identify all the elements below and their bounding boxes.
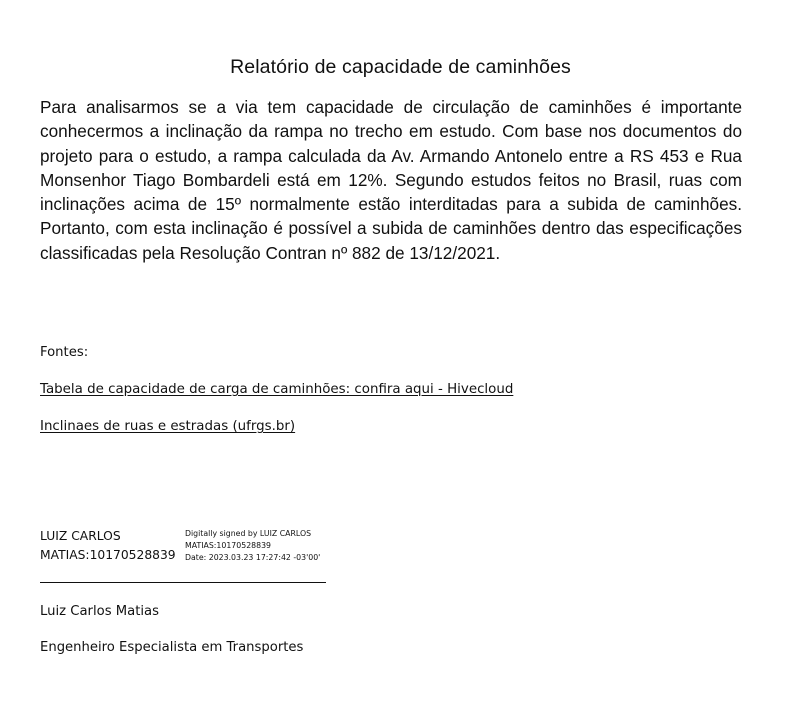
source-link-hivecloud[interactable]: Tabela de capacidade de carga de caminhões: confira aqui - Hivecloud [40, 382, 514, 397]
signature-detail-line-2: MATIAS:10170528839 [185, 540, 271, 550]
signature-name-line-1: LUIZ CARLOS [40, 529, 121, 543]
digital-signature-name [40, 527, 176, 564]
sources-label: Fontes: [40, 345, 89, 360]
signer-role: Engenheiro Especialista em Transportes [40, 640, 304, 655]
signature-name-line-2: MATIAS:10170528839 [40, 547, 176, 562]
report-body: Para analisarmos se a via tem capacidade de circulação de caminhões é importante conhecermos a inclinação da rampa no trecho em estudo. Com base nos documentos do projeto para o estudo, a rampa calculada da Av. Armando Antonelo entre a RS 453 e Rua Monsenhor Tiago Bombardeli está em 12%. Segundo estudos feitos no Brasil, ruas com inclinações acima de 15º normalmente estão interditadas para a subida de caminhões. Portanto, com esta inclinação é possível a subida de caminhões dentro das especificações classificadas pela Resolução Contran nº 882 de 13/12/2021. [40, 97, 742, 263]
report-title: Relatório de capacidade de caminhões [230, 56, 571, 78]
digital-signature-details [185, 528, 320, 563]
signature-detail-line-1: Digitally signed by LUIZ CARLOS [185, 529, 312, 538]
signer-name: Luiz Carlos Matias [40, 604, 160, 619]
signature-line [40, 582, 326, 583]
source-link-ufrgs[interactable]: Inclinaes de ruas e estradas (ufrgs.br) [40, 419, 296, 434]
signature-date-line: Date: 2023.03.23 17:27:42 -03'00' [185, 552, 321, 562]
